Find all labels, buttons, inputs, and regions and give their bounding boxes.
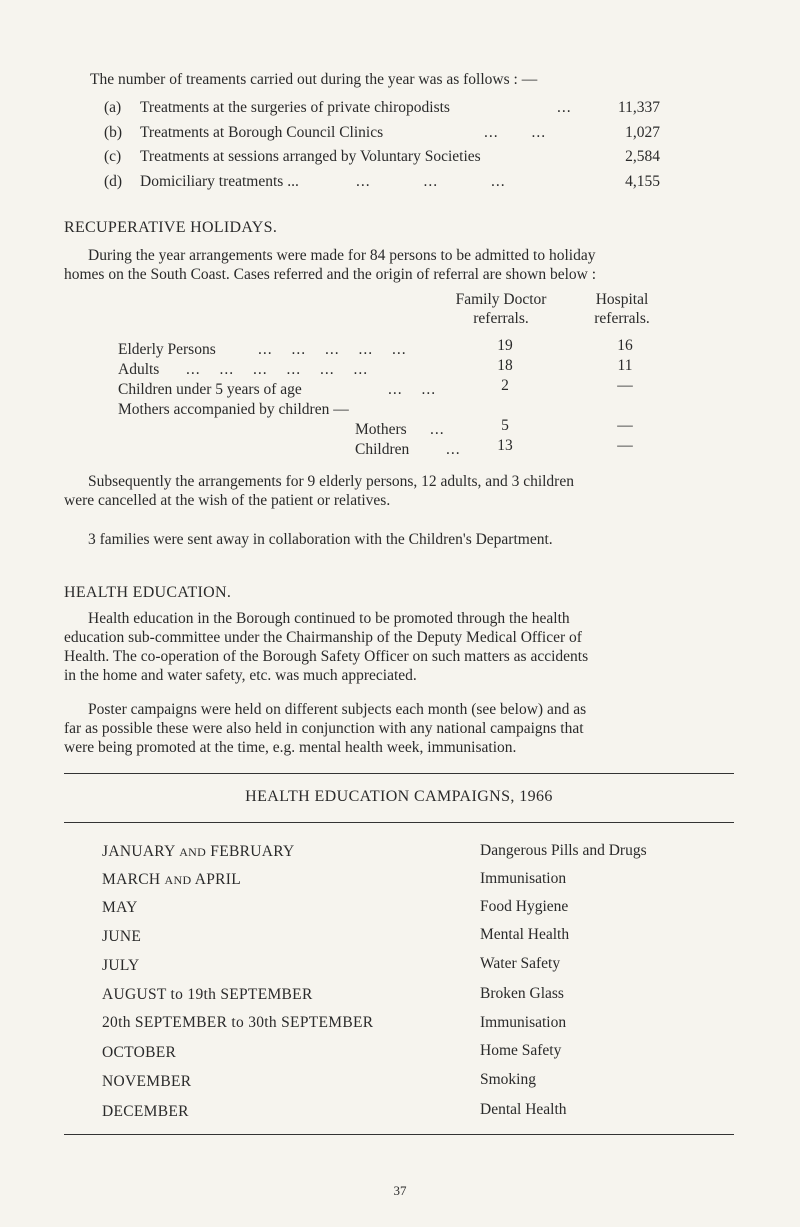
row-label: Children bbox=[355, 441, 410, 458]
treatment-label: Treatments at the surgeries of private chiropodists bbox=[140, 99, 450, 116]
treatment-leader: ... bbox=[557, 99, 572, 116]
row-family-doctor-value: 2 bbox=[501, 377, 509, 394]
campaign-topic: Home Safety bbox=[480, 1042, 562, 1059]
treatments-intro: The number of treaments carried out during the year was as follows : — bbox=[90, 71, 538, 88]
top-rule bbox=[64, 773, 734, 774]
row-leader: ... bbox=[446, 441, 461, 458]
campaign-topic: Immunisation bbox=[480, 1014, 567, 1031]
treatment-label: Treatments at sessions arranged by Voluntary Societies bbox=[140, 148, 481, 165]
treatment-value: 2,584 bbox=[625, 148, 660, 165]
campaign-period: JULY bbox=[102, 957, 140, 974]
row-hospital-value: — bbox=[617, 377, 633, 394]
treatment-leader: ... ... bbox=[484, 124, 547, 141]
campaign-topic: Dental Health bbox=[480, 1101, 567, 1118]
row-label: Adults bbox=[118, 361, 160, 378]
header-line: referrals. bbox=[594, 310, 650, 327]
page-number: 37 bbox=[393, 1183, 407, 1198]
row-hospital-value: 11 bbox=[617, 357, 633, 374]
row-family-doctor-value: 19 bbox=[497, 337, 513, 354]
row-hospital-value: 16 bbox=[617, 337, 633, 354]
paragraph-line: Health education in the Borough continued to be promoted through the health bbox=[88, 610, 570, 627]
treatment-letter: (c) bbox=[104, 148, 122, 165]
paragraph-line: Poster campaigns were held on different subjects each month (see below) and as bbox=[88, 701, 587, 718]
families-paragraph: 3 families were sent away in collaboration with the Children's Department. bbox=[88, 531, 553, 548]
campaigns-title: HEALTH EDUCATION CAMPAIGNS, 1966 bbox=[245, 788, 553, 805]
recuperative-paragraph bbox=[64, 246, 732, 284]
treatment-leader: ... ... ... bbox=[356, 173, 506, 190]
paragraph-line: During the year arrangements were made for 84 persons to be admitted to holiday bbox=[88, 247, 596, 264]
paragraph-line: homes on the South Coast. Cases referred and the origin of referral are shown below : bbox=[64, 266, 597, 283]
campaign-topic: Food Hygiene bbox=[480, 898, 569, 915]
row-family-doctor-value: 18 bbox=[497, 357, 513, 374]
paragraph-line: were being promoted at the time, e.g. mental health week, immunisation. bbox=[64, 739, 517, 756]
health-education-paragraph-1 bbox=[64, 609, 732, 685]
col-header-family-doctor bbox=[436, 290, 566, 328]
row-family-doctor-value: 13 bbox=[497, 437, 513, 454]
health-education-paragraph-2 bbox=[64, 700, 732, 757]
campaign-period: DECEMBER bbox=[102, 1103, 189, 1120]
recuperative-heading: RECUPERATIVE HOLIDAYS. bbox=[64, 219, 278, 236]
header-line: Family Doctor bbox=[455, 291, 547, 308]
campaign-period: 20th SEPTEMBER to 30th SEPTEMBER bbox=[102, 1014, 374, 1031]
row-family-doctor-value: 5 bbox=[501, 417, 509, 434]
campaign-topic: Smoking bbox=[480, 1071, 536, 1088]
treatment-value: 4,155 bbox=[625, 173, 660, 190]
campaign-topic: Broken Glass bbox=[480, 985, 564, 1002]
row-hospital-value: — bbox=[617, 437, 633, 454]
row-leader: ... ... bbox=[388, 381, 437, 398]
campaign-period: JUNE bbox=[102, 928, 142, 945]
header-line: Hospital bbox=[595, 291, 649, 308]
paragraph-line: in the home and water safety, etc. was much appreciated. bbox=[64, 667, 417, 684]
paragraph-line: education sub-committee under the Chairmanship of the Deputy Medical Officer of bbox=[64, 629, 582, 646]
campaign-period: AUGUST to 19th SEPTEMBER bbox=[102, 986, 313, 1003]
campaign-topic: Water Safety bbox=[480, 955, 561, 972]
treatment-letter: (d) bbox=[104, 173, 123, 190]
campaign-topic: Immunisation bbox=[480, 870, 567, 887]
campaign-period: MARCH AND APRIL bbox=[102, 871, 242, 888]
paragraph-line: Subsequently the arrangements for 9 elderly persons, 12 adults, and 3 children bbox=[88, 473, 574, 490]
row-label: Children under 5 years of age bbox=[118, 381, 302, 398]
paragraph-line: Health. The co-operation of the Borough Safety Officer on such matters as accidents bbox=[64, 648, 589, 665]
col-header-hospital bbox=[572, 290, 672, 328]
row-leader: ... ... ... ... ... ... bbox=[186, 361, 369, 378]
paragraph-line: far as possible these were also held in conjunction with any national campaigns that bbox=[64, 720, 584, 737]
treatment-value: 11,337 bbox=[617, 99, 660, 116]
treatment-letter: (b) bbox=[104, 124, 123, 141]
bottom-rule bbox=[64, 1134, 734, 1135]
campaign-period: OCTOBER bbox=[102, 1044, 177, 1061]
campaign-period: MAY bbox=[102, 899, 138, 916]
campaign-topic: Dangerous Pills and Drugs bbox=[480, 842, 647, 859]
treatment-value: 1,027 bbox=[625, 124, 660, 141]
campaign-period: JANUARY AND FEBRUARY bbox=[102, 843, 295, 860]
header-rule bbox=[64, 822, 734, 823]
campaign-topic: Mental Health bbox=[480, 926, 570, 943]
row-hospital-value: — bbox=[617, 417, 633, 434]
row-leader: ... bbox=[430, 421, 445, 438]
paragraph-line: were cancelled at the wish of the patient or relatives. bbox=[64, 492, 391, 509]
row-label: Mothers bbox=[355, 421, 407, 438]
header-line: referrals. bbox=[473, 310, 529, 327]
treatment-label: Domiciliary treatments ... bbox=[140, 173, 299, 190]
health-education-heading: HEALTH EDUCATION. bbox=[64, 584, 232, 601]
row-label: Elderly Persons bbox=[118, 341, 216, 358]
row-label: Mothers accompanied by children — bbox=[118, 401, 349, 418]
treatment-label: Treatments at Borough Council Clinics bbox=[140, 124, 384, 141]
campaign-period: NOVEMBER bbox=[102, 1073, 192, 1090]
row-leader: ... ... ... ... ... bbox=[258, 341, 407, 358]
treatment-letter: (a) bbox=[104, 99, 122, 116]
cancellation-paragraph bbox=[64, 472, 732, 510]
